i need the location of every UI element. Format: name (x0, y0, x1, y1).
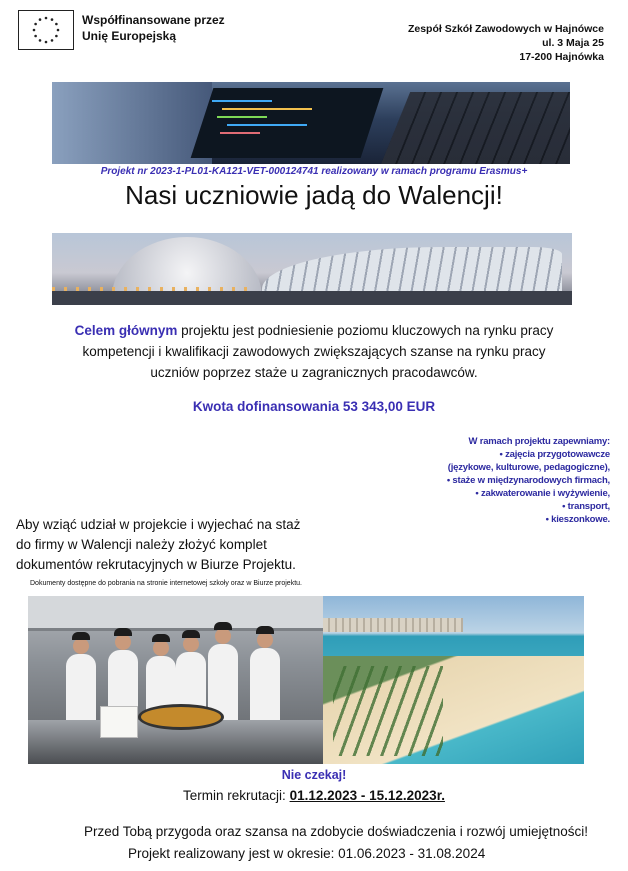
benefit-item: • zakwaterowanie i wyżywienie, (475, 488, 610, 499)
eu-star (33, 29, 36, 32)
benefit-item: • kieszonkowe. (545, 514, 610, 525)
eu-cofinancing-text (82, 12, 225, 44)
apply-line: Aby wziąć udział w projekcie i wyjechać na staż (16, 517, 301, 532)
funding-amount: Kwota dofinansowania 53 343,00 EUR (192, 399, 436, 414)
eu-star (34, 23, 37, 26)
project-number-line: Projekt nr 2023-1-PL01-KA121-VET-000124741 realizowany w ramach programu Erasmus+ (100, 166, 528, 177)
eu-star (39, 39, 42, 42)
application-instructions (16, 515, 300, 575)
goal-rest: projektu jest podniesienie poziomu kluczowych na rynku pracy kompetencji i kwalifikacji zawodowych zwiększających szanse na rynku pracy uczniów poprzez staże u zagranicznych pracodawców. (82, 323, 554, 380)
benefit-item: (językowe, kulturowe, pedagogiczne), (447, 462, 610, 473)
documents-note: Dokumenty dostępne do pobrania na stronie internetowej szkoły oraz w Biurze projektu. (30, 580, 302, 587)
eu-star (51, 39, 54, 42)
school-street: ul. 3 Maja 25 (542, 37, 604, 49)
recruitment-label: Termin rekrutacji: (183, 788, 290, 803)
apply-line: do firmy w Walencji należy złożyć komplet (16, 537, 267, 552)
benefits-title: W ramach projektu zapewniamy: (468, 436, 610, 447)
school-address (408, 22, 604, 64)
school-city: 17-200 Hajnówka (519, 51, 604, 63)
eu-star (34, 35, 37, 38)
benefit-item: • staże w międzynarodowych firmach, (446, 475, 610, 486)
benefit-item: • transport, (562, 501, 610, 512)
eu-star (45, 41, 48, 44)
chefs-kitchen-photo (28, 596, 323, 764)
eu-star (39, 18, 42, 21)
page-title: Nasi uczniowie jadą do Walencji! (125, 180, 503, 210)
eu-star (55, 35, 58, 38)
eu-line-1: Współfinansowane przez (82, 13, 225, 27)
provided-benefits-list (447, 435, 610, 526)
eu-flag-icon (19, 11, 73, 49)
eu-star (57, 29, 60, 32)
recruitment-period (0, 788, 628, 803)
eu-line-2: Unię Europejską (82, 29, 177, 43)
call-to-action: Nie czekaj! (281, 768, 347, 782)
project-period: Projekt realizowany jest w okresie: 01.06.2023 - 31.08.2024 (128, 846, 486, 861)
school-name: Zespół Szkół Zawodowych w Hajnówce (407, 23, 604, 35)
recruitment-dates: 01.12.2023 - 15.12.2023r. (289, 788, 445, 803)
valencia-beach-photo (323, 596, 584, 764)
eu-star (55, 23, 58, 26)
apply-line: dokumentów rekrutacyjnych w Biurze Projektu. (16, 557, 296, 572)
laptop-banner-image (52, 82, 570, 164)
adventure-text: Przed Tobą przygoda oraz szansa na zdobycie doświadczenia i rozwój umiejętności! (84, 824, 589, 839)
eu-star (45, 17, 48, 20)
benefit-item: • zajęcia przygotowawcze (499, 449, 610, 460)
eu-flag-logo (18, 10, 74, 50)
valencia-city-banner-image (52, 233, 572, 305)
eu-star (51, 18, 54, 21)
project-goal-paragraph (60, 320, 568, 383)
goal-lead: Celem głównym (74, 323, 178, 338)
